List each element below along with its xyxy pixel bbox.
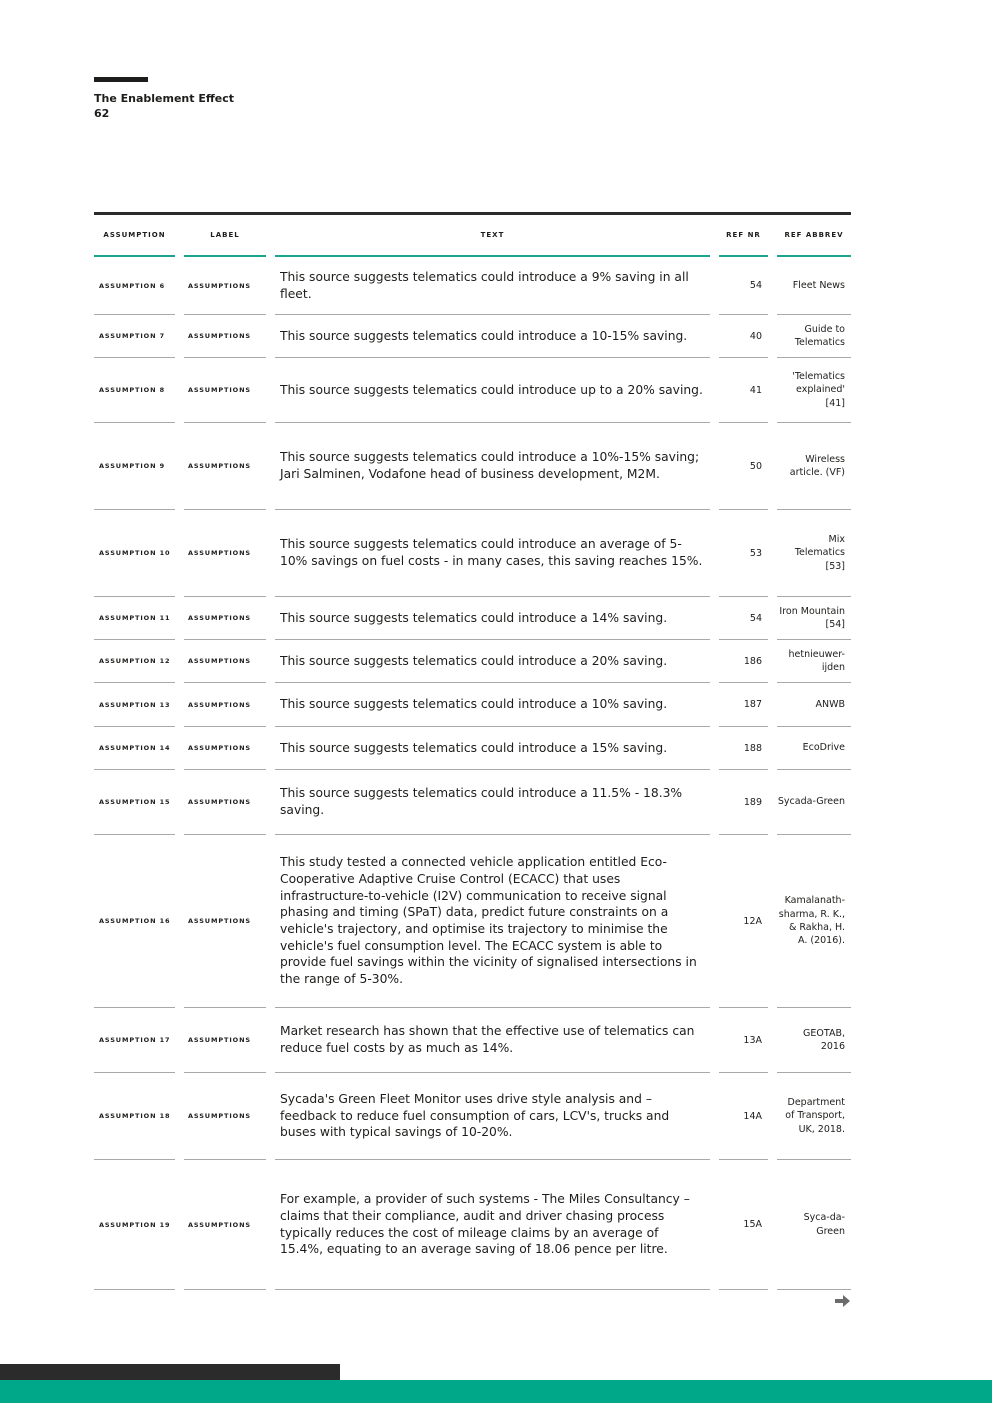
label-cell-value: ASSUMPTIONS xyxy=(188,657,252,665)
text-cell-value: This source suggests telematics could introduce a 9% saving in all fleet. xyxy=(280,269,689,301)
ref-abbrev-cell xyxy=(777,683,851,727)
text-cell xyxy=(275,1073,710,1160)
text-cell-value: This source suggests telematics could introduce a 10% saving. xyxy=(280,697,668,712)
ref-number-cell xyxy=(719,770,768,835)
ref-number-cell-value: 14A xyxy=(743,1110,762,1122)
assumption-cell xyxy=(94,1073,175,1160)
ref-abbrev-cell xyxy=(777,257,851,315)
text-cell-value: For example, a provider of such systems - The Miles Consultancy – claims that their compliance, audit and driver chasing process typically reduces the cost of mileage claims by an average of 15.4%, equating to an average saving of 18.06 pence per litre. xyxy=(280,1192,690,1257)
ref-abbrev-cell-value: Iron Mountain [54] xyxy=(779,605,845,630)
table-row xyxy=(0,315,992,358)
text-cell-value: Sycada's Green Fleet Monitor uses drive style analysis and – feedback to reduce fuel consumption of cars, LCV's, trucks and buses with typical savings of 10-20%. xyxy=(280,1091,670,1140)
document-title: The Enablement Effect xyxy=(94,92,235,105)
label-cell xyxy=(184,835,266,1008)
ref-abbrev-cell xyxy=(777,835,851,1008)
ref-abbrev-cell xyxy=(777,1160,851,1290)
ref-abbrev-cell-value: Guide to Telematics xyxy=(794,323,845,348)
text-cell xyxy=(275,358,710,423)
assumption-cell-value: ASSUMPTION 15 xyxy=(99,798,171,806)
ref-abbrev-cell xyxy=(777,597,851,640)
ref-abbrev-cell-value: hetnieuwer-ijden xyxy=(788,648,845,673)
label-cell xyxy=(184,597,266,640)
label-cell xyxy=(184,1073,266,1160)
assumption-cell xyxy=(94,257,175,315)
ref-abbrev-cell xyxy=(777,423,851,510)
label-cell-value: ASSUMPTIONS xyxy=(188,1036,252,1044)
text-cell xyxy=(275,1008,710,1073)
ref-number-cell xyxy=(719,1008,768,1073)
label-cell-value: ASSUMPTIONS xyxy=(188,798,252,806)
ref-abbrev-cell xyxy=(777,640,851,683)
column-header-text: TEXT xyxy=(275,215,710,257)
table-row xyxy=(0,770,992,835)
ref-number-cell xyxy=(719,423,768,510)
text-cell-value: This source suggests telematics could introduce a 20% saving. xyxy=(280,653,668,668)
label-cell-value: ASSUMPTIONS xyxy=(188,744,252,752)
ref-abbrev-cell-value: GEOTAB, 2016 xyxy=(803,1027,845,1052)
column-header-assumption: ASSUMPTION xyxy=(94,215,175,257)
label-cell xyxy=(184,683,266,727)
ref-number-cell xyxy=(719,727,768,770)
ref-number-cell xyxy=(719,597,768,640)
label-cell-value: ASSUMPTIONS xyxy=(188,1112,252,1120)
text-cell-value: Market research has shown that the effective use of telematics can reduce fuel costs by as much as 14%. xyxy=(280,1024,695,1055)
ref-number-cell xyxy=(719,257,768,315)
table-row xyxy=(0,510,992,597)
assumption-cell-value: ASSUMPTION 12 xyxy=(99,657,171,665)
ref-number-cell xyxy=(719,315,768,358)
label-cell-value: ASSUMPTIONS xyxy=(188,917,252,925)
ref-number-cell-value: 186 xyxy=(743,655,762,667)
assumption-cell-value: ASSUMPTION 8 xyxy=(99,386,166,394)
assumption-cell xyxy=(94,597,175,640)
ref-abbrev-cell-value: Fleet News xyxy=(792,279,845,291)
ref-abbrev-cell xyxy=(777,1008,851,1073)
text-cell-value: This source suggests telematics could introduce up to a 20% saving. xyxy=(280,382,703,397)
ref-number-cell xyxy=(719,1160,768,1290)
label-cell-value: ASSUMPTIONS xyxy=(188,1220,252,1229)
assumption-cell xyxy=(94,727,175,770)
label-cell xyxy=(184,1008,266,1073)
label-cell xyxy=(184,727,266,770)
assumption-cell xyxy=(94,1008,175,1073)
assumption-cell-value: ASSUMPTION 14 xyxy=(99,744,171,752)
header-accent-bar xyxy=(94,77,148,82)
text-cell-value: This source suggests telematics could introduce a 11.5% - 18.3% saving. xyxy=(280,786,683,817)
assumption-cell xyxy=(94,640,175,683)
text-cell-value: This source suggests telematics could introduce a 15% saving. xyxy=(280,740,668,755)
label-cell-value: ASSUMPTIONS xyxy=(188,332,252,340)
label-cell xyxy=(184,358,266,423)
column-header-ref-nr: REF NR xyxy=(719,215,768,257)
assumption-cell-value: ASSUMPTION 11 xyxy=(99,614,171,622)
label-cell-value: ASSUMPTIONS xyxy=(188,281,252,290)
table-row xyxy=(0,597,992,640)
ref-abbrev-cell-value: Wireless article. (VF) xyxy=(789,453,845,478)
text-cell xyxy=(275,257,710,315)
assumption-cell xyxy=(94,770,175,835)
ref-number-cell xyxy=(719,358,768,423)
footer-accent-bar xyxy=(0,1380,992,1403)
text-cell xyxy=(275,423,710,510)
ref-abbrev-cell xyxy=(777,510,851,597)
ref-abbrev-cell-value: EcoDrive xyxy=(802,742,845,754)
text-cell xyxy=(275,727,710,770)
ref-number-cell xyxy=(719,640,768,683)
ref-abbrev-cell-value: Syca-da-Green xyxy=(803,1212,845,1237)
table-row xyxy=(0,257,992,315)
text-cell-value: This source suggests telematics could introduce a 10-15% saving. xyxy=(280,328,688,343)
label-cell-value: ASSUMPTIONS xyxy=(188,549,252,557)
assumption-cell-value: ASSUMPTION 10 xyxy=(99,549,171,557)
text-cell-value: This study tested a connected vehicle application entitled Eco-Cooperative Adaptive Cruise Control (ECACC) that uses infrastructure-to-vehicle (I2V) communication to receive signal phasing and timing (SPaT) data, predict future constraints on a vehicle's trajectory, and optimise its trajectory to minimise the vehicle's fuel consumption level. The ECACC system is able to provide fuel savings within the vicinity of signalised intersections in the range of 5-30%. xyxy=(280,855,697,987)
assumption-cell xyxy=(94,835,175,1008)
ref-number-cell-value: 50 xyxy=(749,460,762,472)
label-cell xyxy=(184,770,266,835)
ref-abbrev-cell-value: ANWB xyxy=(815,698,845,710)
assumption-cell xyxy=(94,1160,175,1290)
table-row xyxy=(0,683,992,727)
assumption-cell xyxy=(94,683,175,727)
table-row xyxy=(0,1073,992,1160)
text-cell xyxy=(275,315,710,358)
ref-abbrev-cell xyxy=(777,315,851,358)
ref-abbrev-cell xyxy=(777,1073,851,1160)
column-header-label: LABEL xyxy=(184,215,266,257)
ref-abbrev-cell xyxy=(777,358,851,423)
text-cell-value: This source suggests telematics could introduce a 14% saving. xyxy=(280,610,668,625)
ref-abbrev-cell-value: 'Telematics explained' [41] xyxy=(792,371,845,409)
table-row xyxy=(0,1008,992,1073)
label-cell-value: ASSUMPTIONS xyxy=(188,462,252,470)
ref-number-cell xyxy=(719,510,768,597)
ref-number-cell-value: 41 xyxy=(749,384,762,396)
assumption-cell-value: ASSUMPTION 9 xyxy=(99,462,166,470)
table-header xyxy=(0,215,992,257)
text-cell-value: This source suggests telematics could introduce an average of 5-10% savings on fuel costs - in many cases, this saving reaches 15%. xyxy=(280,537,703,568)
ref-number-cell-value: 53 xyxy=(749,547,762,559)
ref-number-cell-value: 54 xyxy=(749,612,762,624)
label-cell xyxy=(184,257,266,315)
ref-number-cell-value: 13A xyxy=(743,1034,762,1046)
column-header-ref-abbrev: REF ABBREV xyxy=(777,215,851,257)
ref-number-cell-value: 40 xyxy=(749,330,762,342)
ref-number-cell-value: 15A xyxy=(743,1219,762,1230)
table-row xyxy=(0,640,992,683)
assumption-cell-value: ASSUMPTION 17 xyxy=(99,1036,171,1044)
ref-abbrev-cell xyxy=(777,727,851,770)
label-cell xyxy=(184,315,266,358)
ref-number-cell xyxy=(719,683,768,727)
assumption-cell-value: ASSUMPTION 18 xyxy=(99,1112,171,1120)
text-cell xyxy=(275,597,710,640)
text-cell xyxy=(275,770,710,835)
table-row xyxy=(0,423,992,510)
assumption-cell xyxy=(94,358,175,423)
assumption-cell-value: ASSUMPTION 13 xyxy=(99,700,171,709)
table-row xyxy=(0,727,992,770)
table-row xyxy=(0,835,992,1008)
ref-number-cell-value: 187 xyxy=(743,699,762,710)
label-cell-value: ASSUMPTIONS xyxy=(188,386,252,394)
ref-number-cell xyxy=(719,1073,768,1160)
label-cell xyxy=(184,1160,266,1290)
label-cell xyxy=(184,640,266,683)
assumption-cell xyxy=(94,423,175,510)
text-cell xyxy=(275,640,710,683)
ref-abbrev-cell-value: Kamalanath-sharma, R. K., & Rakha, H. A. (2016). xyxy=(778,895,845,947)
assumption-cell-value: ASSUMPTION 6 xyxy=(99,281,166,290)
label-cell xyxy=(184,423,266,510)
text-cell xyxy=(275,683,710,727)
assumption-cell-value: ASSUMPTION 16 xyxy=(99,917,171,925)
text-cell xyxy=(275,1160,710,1290)
label-cell-value: ASSUMPTIONS xyxy=(188,614,252,622)
ref-abbrev-cell-value: Mix Telematics [53] xyxy=(794,534,845,572)
arrow-right-icon[interactable] xyxy=(834,1293,852,1309)
ref-number-cell-value: 188 xyxy=(743,742,762,754)
label-cell xyxy=(184,510,266,597)
ref-number-cell xyxy=(719,835,768,1008)
ref-number-cell-value: 12A xyxy=(743,915,762,927)
ref-number-cell-value: 54 xyxy=(749,280,762,291)
label-cell-value: ASSUMPTIONS xyxy=(188,700,252,709)
assumption-cell-value: ASSUMPTION 19 xyxy=(99,1220,171,1229)
ref-number-cell-value: 189 xyxy=(743,796,762,808)
table-row xyxy=(0,1160,992,1290)
text-cell-value: This source suggests telematics could introduce a 10%-15% saving; Jari Salminen, Vodafone head of business development, M2M. xyxy=(280,450,700,481)
footer-dark-bar xyxy=(0,1364,340,1380)
text-cell xyxy=(275,510,710,597)
assumption-cell xyxy=(94,315,175,358)
assumption-cell-value: ASSUMPTION 7 xyxy=(99,332,166,340)
table-row xyxy=(0,358,992,423)
text-cell xyxy=(275,835,710,1008)
assumption-cell xyxy=(94,510,175,597)
ref-abbrev-cell xyxy=(777,770,851,835)
ref-abbrev-cell-value: Department of Transport, UK, 2018. xyxy=(785,1097,845,1135)
page-number: 62 xyxy=(94,107,110,120)
ref-abbrev-cell-value: Sycada-Green xyxy=(777,796,845,808)
